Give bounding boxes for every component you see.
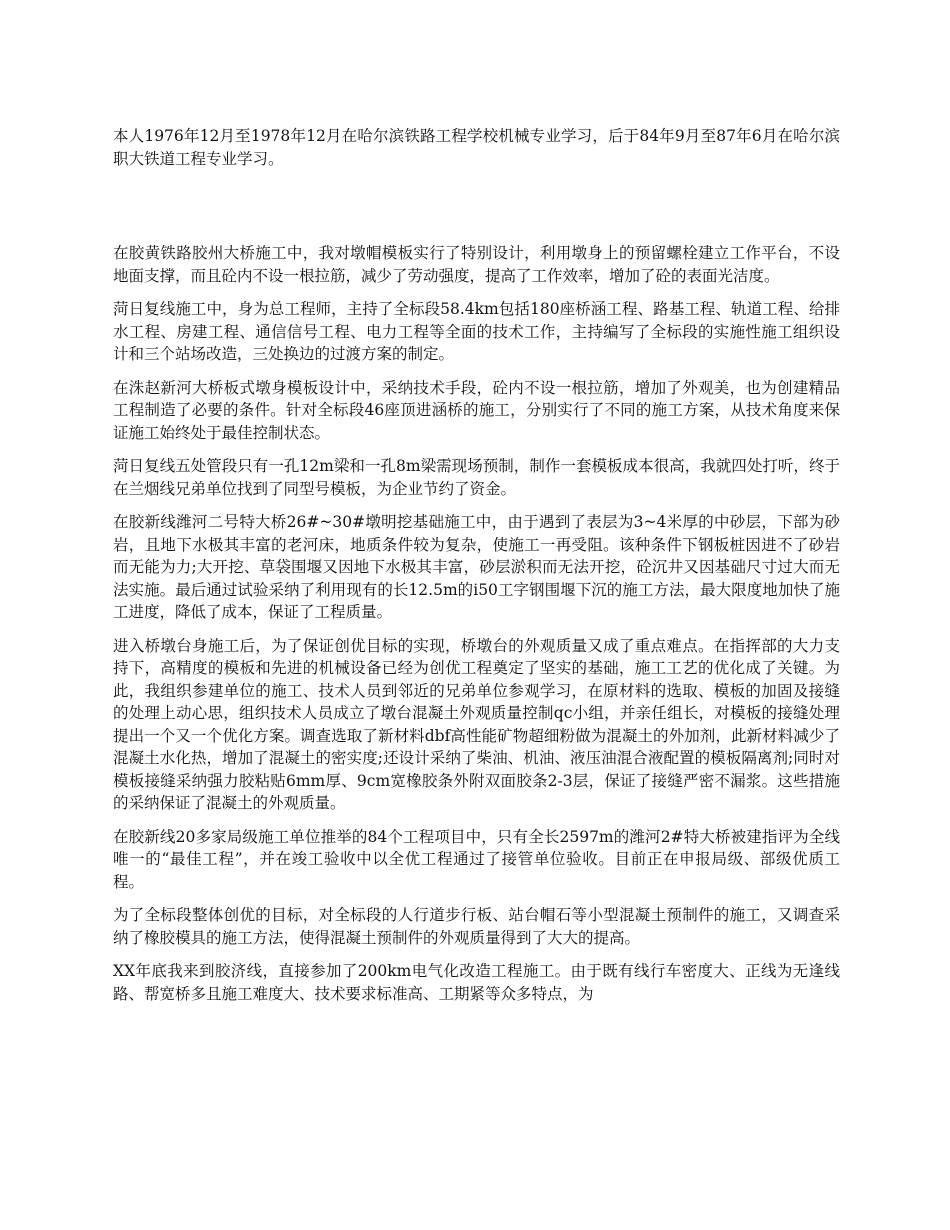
paragraph-zhuzhao-bridge: 在洙赵新河大桥板式墩身模板设计中，采纳技术手段，砼内不设一根拉筋，增加了外观美，也为创建精品工程制造了必要的条件。针对全标段46座顶进涵桥的施工，分别实行了不同的施工方案，从技术角度来保证施工始终处于最佳控制状态。 xyxy=(113,378,840,442)
paragraph-beam-formwork: 菏日复线五处管段只有一孔12m梁和一孔8m梁需现场预制，制作一套模板成本很高，我就四处打听，终于在兰烟线兄弟单位找到了同型号模板，为企业节约了资金。 xyxy=(113,457,840,498)
paragraph-heri-double-track: 菏日复线施工中，身为总工程师，主持了全标段58.4km包括180座桥涵工程、路基工程、轨道工程、给排水工程、房建工程、通信信号工程、电力工程等全面的技术工作，主持编写了全标段的实施性施工组织设计和三个站场改造，三处换边的过渡方案的制定。 xyxy=(113,300,840,363)
paragraph-weihe-foundation: 在胶新线潍河二号特大桥26#~30#墩明挖基础施工中，由于遇到了表层为3~4米厚的中砂层，下部为砂岩，且地下水极其丰富的老河床，地质条件较为复杂，使施工一再受阻。该种条件下钢板桩因进不了砂岩而无能为力;大开挖、草袋围堰又因地下水极其丰富，砂层淤积而无法开挖，砼沉井又因基础尺寸过大而无法实施。最后通过试验采纳了利用现有的长12.5m的i50工字钢围堰下沉的施工方法，最大限度地加快了施工进度，降低了成本，保证了工程质量。 xyxy=(113,513,840,621)
paragraph-precast-members: 为了全标段整体创优的目标，对全标段的人行道步行板、站台帽石等小型混凝土预制件的施工，又调查采纳了橡胶模具的施工方法，使得混凝土预制件的外观质量得到了大大的提高。 xyxy=(113,906,840,947)
paragraph-pier-quality: 进入桥墩台身施工后，为了保证创优目标的实现，桥墩台的外观质量又成了重点难点。在指挥部的大力支持下，高精度的模板和先进的机械设备已经为创优工程奠定了坚实的基础，施工工艺的优化成了关键。为此，我组织参建单位的施工、技术人员到邻近的兄弟单位参观学习，在原材料的选取、模板的加固及接缝的处理上动心思，组织技术人员成立了墩台混凝土外观质量控制qc小组，并亲任组长，对模板的接缝处理提出一个又一个优化方案。调查选取了新材料dbf高性能矿物超细粉做为混凝土的外加剂，此新材料减少了混凝土水化热，增加了混凝土的密实度;还设计采纳了柴油、机油、液压油混合液配置的模板隔离剂;同时对模板接缝采纳强力胶粘贴6mm厚、9cm宽橡胶条外附双面胶条2-3层，保证了接缝严密不漏浆。这些措施的采纳保证了混凝土的外观质量。 xyxy=(113,636,840,812)
paragraph-jiaozhou-bridge: 在胶黄铁路胶州大桥施工中，我对墩帽模板实行了特别设计，利用墩身上的预留螺栓建立工作平台，不设地面支撑，而且砼内不设一根拉筋，减少了劳动强度，提高了工作效率，增加了砼的表面光洁度。 xyxy=(113,244,840,285)
paragraph-education: 本人1976年12月至1978年12月在哈尔滨铁路工程学校机械专业学习，后于84年9月至87年6月在哈尔滨职大铁道工程专业学习。 xyxy=(113,127,840,168)
paragraph-best-project: 在胶新线20多家局级施工单位推举的84个工程项目中，只有全长2597m的潍河2#特大桥被建指评为全线唯一的“最佳工程”，并在竣工验收中以全优工程通过了接管单位验收。目前正在申报局级、部级优质工程。 xyxy=(113,827,840,891)
paragraph-jiaoji-line: XX年底我来到胶济线，直接参加了200km电气化改造工程施工。由于既有线行车密度大、正线为无逢线路、帮宽桥多且施工难度大、技术要求标准高、工期紧等众多特点，为 xyxy=(113,962,840,1003)
document-body xyxy=(113,125,840,1016)
